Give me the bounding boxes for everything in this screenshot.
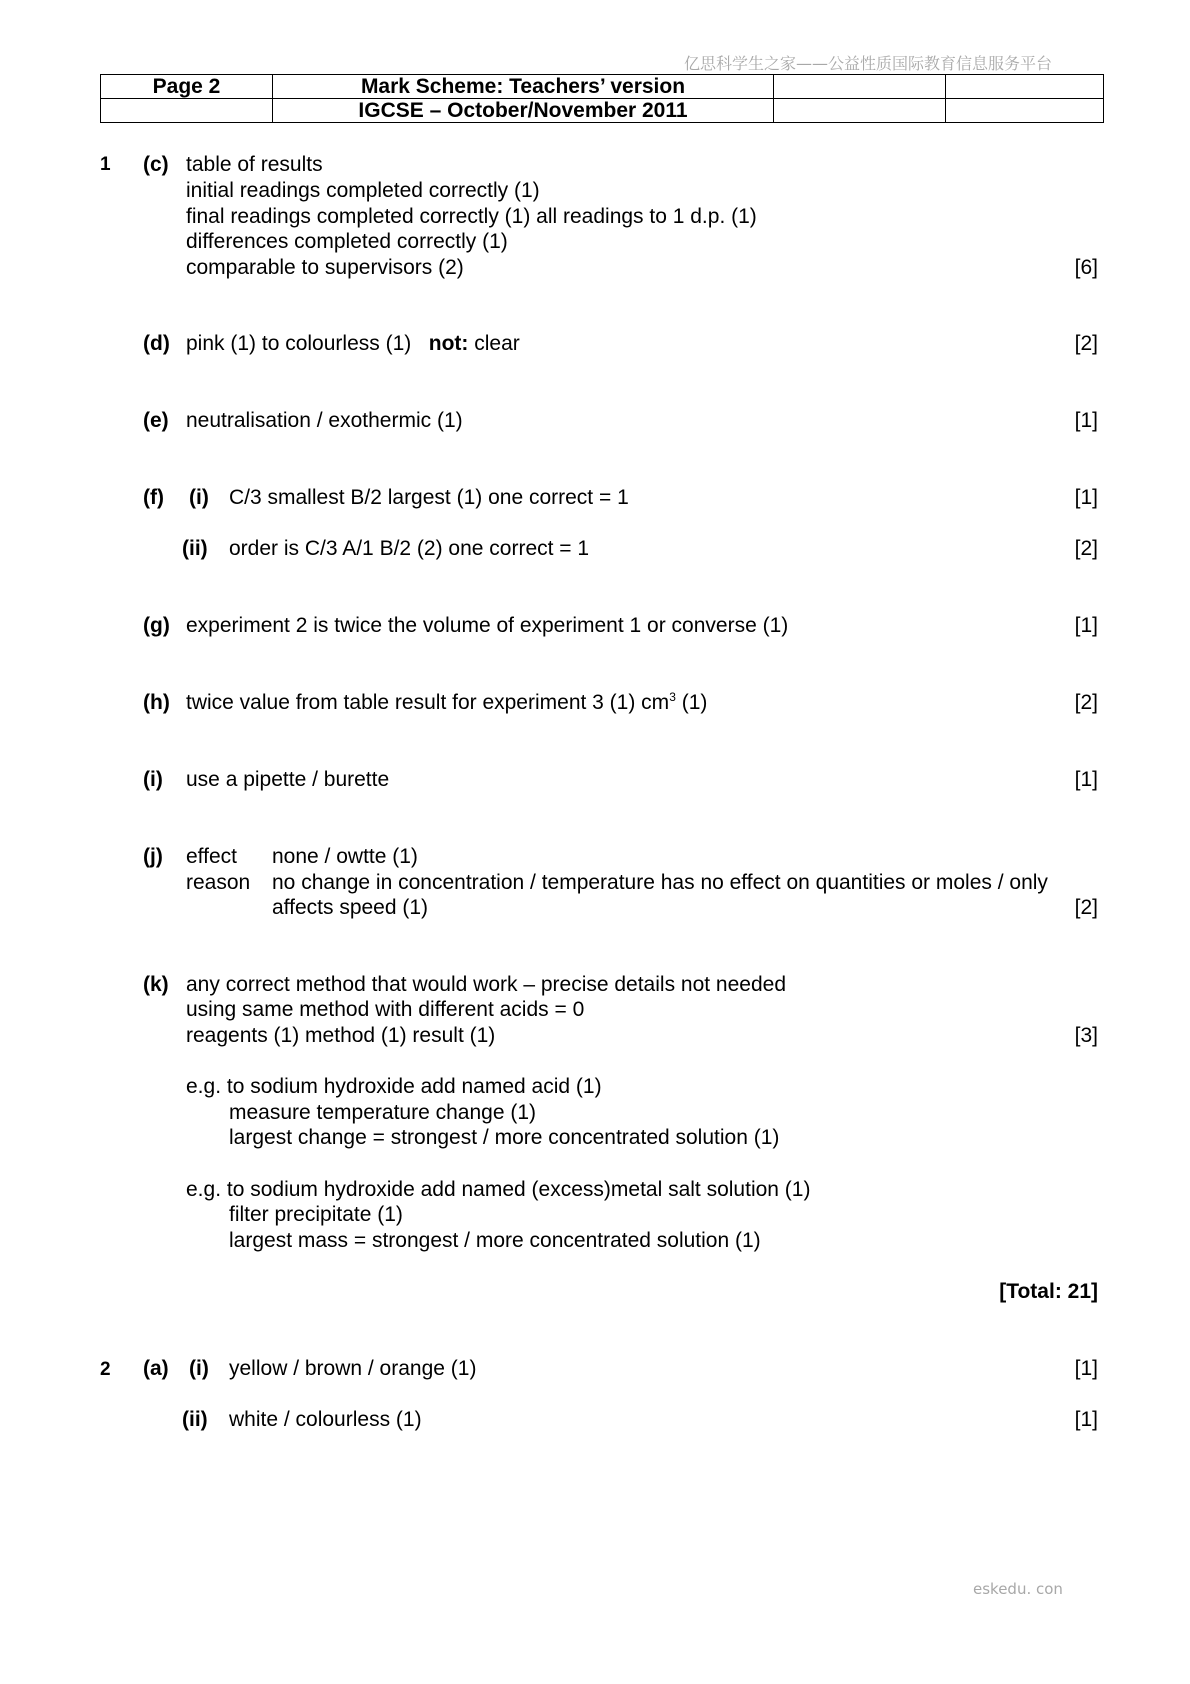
total-marks: [Total: 21] — [999, 1280, 1098, 1303]
e-answer: neutralisation / exothermic (1) — [186, 409, 463, 432]
example-line: filter precipitate (1) — [229, 1203, 403, 1226]
mark-g: [1] — [1074, 614, 1098, 637]
header-empty-cell — [101, 99, 273, 123]
mark-i: [1] — [1074, 768, 1098, 791]
c-line: comparable to supervisors (2) — [186, 256, 464, 279]
c-line: final readings completed correctly (1) all readings to 1 d.p. (1) — [186, 205, 757, 228]
h-superscript: 3 — [669, 690, 676, 704]
g-answer: experiment 2 is twice the volume of experiment 1 or converse (1) — [186, 614, 789, 637]
h-answer — [186, 692, 707, 713]
part-label-f: (f) — [143, 486, 164, 509]
effect-text: none / owtte (1) — [272, 845, 418, 868]
part-label-d: (d) — [143, 332, 170, 355]
example-line: e.g. to sodium hydroxide add named acid (1) — [186, 1075, 602, 1098]
sub-label-ii: (ii) — [182, 537, 208, 560]
c-line: initial readings completed correctly (1) — [186, 179, 540, 202]
h-text: twice value from table result for experiment 3 (1) cm — [186, 691, 670, 714]
header-empty-cell — [774, 75, 946, 99]
k-line: using same method with different acids = 0 — [186, 998, 585, 1021]
header-title: Mark Scheme: Teachers’ version — [273, 75, 774, 99]
sub-label-ii: (ii) — [182, 1408, 208, 1431]
reason-text: affects speed (1) — [272, 896, 429, 919]
question-number: 2 — [100, 1359, 111, 1380]
h-text-end: (1) — [675, 691, 708, 714]
example-line: e.g. to sodium hydroxide add named (excess)metal salt solution (1) — [186, 1178, 811, 1201]
mark-d: [2] — [1074, 332, 1098, 355]
example-line: measure temperature change (1) — [229, 1101, 536, 1124]
mark-e: [1] — [1074, 409, 1098, 432]
mark-c: [6] — [1074, 256, 1098, 279]
not-label: not: — [428, 332, 469, 355]
reason-text: no change in concentration / temperature has no effect on quantities or moles / only — [272, 871, 1048, 894]
effect-label: effect — [186, 845, 237, 868]
k-line: reagents (1) method (1) result (1) — [186, 1024, 496, 1047]
header-empty-cell — [946, 99, 1104, 123]
mark-j: [2] — [1074, 896, 1098, 919]
watermark-top: 亿思科学生之家——公益性质国际教育信息服务平台 — [684, 54, 1053, 73]
mark-q2-a-i: [1] — [1074, 1357, 1098, 1380]
d-text: pink (1) to colourless (1) — [186, 332, 412, 355]
header-table — [100, 74, 1104, 123]
mark-q2-a-ii: [1] — [1074, 1408, 1098, 1431]
c-line: differences completed correctly (1) — [186, 230, 508, 253]
example-line: largest mass = strongest / more concentrated solution (1) — [229, 1229, 761, 1252]
part-label-i: (i) — [143, 768, 163, 791]
c-line: table of results — [186, 153, 323, 176]
mark-h: [2] — [1074, 691, 1098, 714]
part-label-j: (j) — [143, 845, 163, 868]
example-line: largest change = strongest / more concentrated solution (1) — [229, 1126, 780, 1149]
sub-label-i: (i) — [189, 486, 209, 509]
part-label-h: (h) — [143, 691, 170, 714]
reason-label: reason — [186, 871, 251, 894]
mark-f-i: [1] — [1074, 486, 1098, 509]
q2-a-ii-answer: white / colourless (1) — [229, 1408, 422, 1431]
f-ii-answer: order is C/3 A/1 B/2 (2) one correct = 1 — [229, 537, 590, 560]
d-answer — [186, 333, 520, 354]
mark-f-ii: [2] — [1074, 537, 1098, 560]
watermark-bottom: eskedu. con — [973, 1580, 1063, 1598]
i-answer: use a pipette / burette — [186, 768, 390, 791]
part-label-e: (e) — [143, 409, 169, 432]
sub-label-i: (i) — [189, 1357, 209, 1380]
part-label-c: (c) — [143, 153, 169, 176]
question-number: 1 — [100, 154, 111, 175]
d-not-text: clear — [474, 332, 520, 355]
page-number: Page 2 — [101, 75, 273, 99]
part-label-g: (g) — [143, 614, 170, 637]
q2-a-i-answer: yellow / brown / orange (1) — [229, 1357, 477, 1380]
mark-k: [3] — [1074, 1024, 1098, 1047]
part-label-a: (a) — [143, 1357, 169, 1380]
header-empty-cell — [774, 99, 946, 123]
f-i-answer: C/3 smallest B/2 largest (1) one correct = 1 — [229, 486, 629, 509]
part-label-k: (k) — [143, 973, 169, 996]
exam-title: IGCSE – October/November 2011 — [273, 99, 774, 123]
header-empty-cell — [946, 75, 1104, 99]
k-line: any correct method that would work – precise details not needed — [186, 973, 787, 996]
